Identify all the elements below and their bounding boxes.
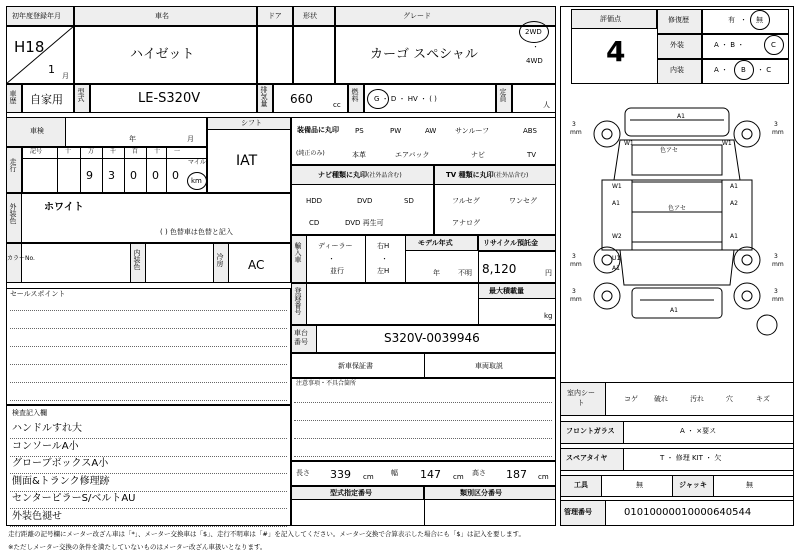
svg-text:A1: A1 bbox=[612, 265, 620, 272]
inspection-note-3: 側面&トランク修理跡 bbox=[12, 475, 110, 487]
max-load-label: 最大積載量 bbox=[489, 287, 524, 295]
sales-line-6 bbox=[10, 400, 287, 401]
width-value: 147 bbox=[420, 468, 441, 481]
drive-2wd: 2WD bbox=[525, 28, 542, 36]
sales-line-3 bbox=[10, 346, 287, 347]
tv-label-sub: (社外品含む) bbox=[493, 172, 529, 179]
mileage-digit-5: 0 bbox=[172, 169, 179, 182]
inspection-note-line-5 bbox=[10, 526, 287, 527]
score-value: 4 bbox=[606, 35, 626, 68]
notes-line-4 bbox=[294, 456, 552, 457]
car-damage-map bbox=[560, 90, 794, 378]
import-right-h: 右H bbox=[377, 242, 390, 250]
exterior-selected: C bbox=[771, 41, 776, 49]
mileage-header-2: 万 bbox=[88, 148, 95, 155]
length-unit: cm bbox=[363, 473, 374, 481]
first-reg-year: H18 bbox=[14, 38, 45, 56]
svg-text:mm: mm bbox=[772, 129, 784, 136]
tv-label bbox=[446, 172, 528, 179]
repair-dot: ・ bbox=[740, 16, 747, 24]
exterior-options: A ・ B ・ bbox=[714, 41, 745, 49]
mileage-col-5 bbox=[146, 147, 147, 193]
equipment-label-sub: (純正のみ) bbox=[296, 150, 325, 157]
svg-text:3: 3 bbox=[774, 253, 778, 260]
equip-item2-2: ナビ bbox=[471, 151, 485, 159]
chassis-label: 車台番号 bbox=[294, 329, 308, 347]
svg-text:3: 3 bbox=[774, 121, 778, 128]
car-name: ハイゼット bbox=[130, 47, 195, 62]
svg-text:W1: W1 bbox=[624, 140, 634, 147]
equip-item-2: AW bbox=[425, 127, 437, 135]
equip-item-3: サンルーフ bbox=[455, 127, 490, 135]
mileage-col-3 bbox=[102, 147, 103, 193]
equipment-label: 装備品に丸印 bbox=[297, 126, 339, 134]
repair-no: 無 bbox=[756, 16, 763, 24]
inspection-note-1: コンソールA小 bbox=[12, 440, 79, 452]
svg-text:mm: mm bbox=[772, 261, 784, 268]
svg-text:mm: mm bbox=[772, 296, 784, 303]
usage-label: 車歴 bbox=[9, 90, 17, 104]
mileage-header-6: 一 bbox=[174, 148, 181, 155]
svg-text:mm: mm bbox=[570, 296, 582, 303]
capacity-unit: 人 bbox=[543, 101, 550, 109]
mileage-digit-3: 0 bbox=[130, 169, 137, 182]
equip-item-1: PW bbox=[390, 127, 402, 135]
width-label: 幅 bbox=[391, 469, 398, 477]
svg-text:mm: mm bbox=[570, 129, 582, 136]
svg-text:色アセ: 色アセ bbox=[668, 205, 686, 212]
inspection-note-line-4 bbox=[10, 508, 287, 509]
sales-line-4 bbox=[10, 364, 287, 365]
warranty-divider bbox=[424, 353, 425, 378]
mileage-header-1: 十 bbox=[65, 148, 72, 155]
color-no-label: カラーNo. bbox=[7, 255, 35, 262]
svg-text:A1: A1 bbox=[730, 233, 738, 240]
interior-sheet-item-1: 破れ bbox=[654, 395, 668, 403]
displacement-unit: cc bbox=[333, 101, 341, 109]
map-a1-top: A1 bbox=[677, 113, 685, 120]
svg-text:A2: A2 bbox=[730, 200, 738, 207]
notes-line-2 bbox=[294, 420, 552, 421]
fuel-options: G ・ D ・ HV ・ ( ) bbox=[374, 95, 437, 103]
repair-label: 修復歴 bbox=[668, 16, 689, 24]
inspection-year-unit: 年 bbox=[129, 135, 136, 143]
navi-item2-1: DVD 再生可 bbox=[345, 219, 384, 227]
model-value: LE-S320V bbox=[138, 91, 201, 106]
footer-line-2: ※ただしメーター交換の条件を満たしていないものはメーター改ざん車扱いとなります。 bbox=[8, 543, 267, 551]
interior-opt-a: A ・ bbox=[714, 66, 729, 74]
height-value: 187 bbox=[506, 468, 527, 481]
footer-line-1: 走行距離の記号欄にメーター改ざん車は「*」、メーター交換車は「$」、走行不明車は「#」を記入してください。メーター交換で合算表示した場合にも「$」は記入を要します。 bbox=[8, 530, 525, 538]
displacement-value: 660 bbox=[290, 92, 313, 106]
interior-selected: B bbox=[741, 66, 746, 74]
mileage-header-4: 百 bbox=[132, 148, 139, 155]
svg-text:3: 3 bbox=[572, 121, 576, 128]
import-dealer-dot: ・ bbox=[328, 255, 335, 263]
sales-line-2 bbox=[10, 328, 287, 329]
first-reg-month: 1 bbox=[48, 63, 55, 76]
jack-label: ジャッキ bbox=[679, 481, 707, 489]
svg-text:3: 3 bbox=[572, 253, 576, 260]
import-left-h: 左H bbox=[377, 267, 390, 275]
model-year-label: モデル年式 bbox=[418, 239, 453, 247]
color-no-label-cell bbox=[6, 243, 22, 283]
import-parallel: 並行 bbox=[330, 267, 344, 275]
warranty-new-car: 新車保証書 bbox=[338, 362, 373, 370]
svg-text:W1: W1 bbox=[722, 140, 732, 147]
inspection-note-line-3 bbox=[10, 491, 287, 492]
svg-text:3: 3 bbox=[572, 288, 576, 295]
ac-label: 冷房 bbox=[216, 253, 224, 267]
spare-options: T ・ 修理 KIT ・ 欠 bbox=[660, 454, 722, 462]
reg-no-label: 登録番号 bbox=[294, 287, 302, 315]
import-dealer: ディーラー bbox=[318, 242, 353, 250]
equip-item2-3: TV bbox=[527, 151, 537, 159]
windshield-options: A ・ ×要ス bbox=[680, 427, 717, 435]
shape-cell bbox=[293, 26, 335, 84]
mileage-col-4 bbox=[124, 147, 125, 193]
svg-text:mm: mm bbox=[570, 261, 582, 268]
navi-label-sub: (社外品含む) bbox=[367, 172, 402, 179]
inspection-note-line-1 bbox=[10, 456, 287, 457]
grade-value: カーゴ スペシャル bbox=[370, 47, 478, 62]
color-note: ( ) 色替車は色替と記入 bbox=[160, 228, 233, 236]
mileage-digit-4: 0 bbox=[152, 169, 159, 182]
recycle-unit: 円 bbox=[545, 269, 552, 277]
jack-value: 無 bbox=[746, 481, 753, 489]
notes-label: 注意事項・不具合箇所 bbox=[296, 380, 357, 387]
navi-label-main: ナビ種類に丸印 bbox=[318, 171, 367, 179]
score-label: 評価点 bbox=[600, 15, 621, 23]
drive-dot: ・ bbox=[532, 43, 539, 51]
mileage-label: 走行 bbox=[9, 158, 17, 172]
navi-label bbox=[318, 172, 402, 179]
svg-text:A1: A1 bbox=[612, 200, 620, 207]
svg-text:W2: W2 bbox=[612, 233, 622, 240]
interior-sheet-item-3: 穴 bbox=[726, 395, 733, 403]
repair-yes: 有 bbox=[728, 16, 735, 24]
interior-sheet-item-0: コゲ bbox=[624, 395, 638, 403]
navi-item-2: SD bbox=[404, 197, 414, 205]
inspection-label: 車検 bbox=[30, 127, 44, 135]
mileage-col-6 bbox=[166, 147, 167, 193]
tv-item-0: フルセグ bbox=[452, 197, 480, 205]
tools-value: 無 bbox=[636, 481, 643, 489]
fuel-label: 燃料 bbox=[351, 88, 359, 102]
svg-text:3: 3 bbox=[774, 288, 778, 295]
color-value: ホワイト bbox=[44, 202, 84, 213]
tv-item2-0: アナログ bbox=[452, 219, 480, 227]
import-divider bbox=[365, 235, 366, 283]
shift-value: IAT bbox=[236, 153, 258, 169]
shift-label: シフト bbox=[241, 119, 262, 127]
spare-label: スペアタイヤ bbox=[566, 454, 608, 462]
equip-item2-1: エアバック bbox=[395, 151, 430, 159]
length-label: 長さ bbox=[296, 469, 310, 477]
interior-label: 内装 bbox=[670, 66, 684, 74]
interior-sheet-label: 室内シート bbox=[567, 389, 595, 407]
sales-point-label: セールスポイント bbox=[10, 290, 66, 298]
windshield-label: フロントガラス bbox=[566, 427, 615, 435]
svg-text:A1: A1 bbox=[730, 183, 738, 190]
inspection-note-0: ハンドルすれ大 bbox=[12, 423, 82, 434]
color-label: 外装色 bbox=[9, 203, 17, 224]
model-year-value: 不明 bbox=[458, 269, 472, 277]
recycle-value: 8,120 bbox=[482, 262, 517, 276]
inspection-note-4: センターピラーS/ベルトAU bbox=[12, 493, 136, 504]
mgmt-label: 管理番号 bbox=[564, 508, 592, 516]
tv-item-1: ワンセグ bbox=[509, 197, 537, 205]
max-load-unit: kg bbox=[544, 312, 553, 320]
model-year-unit: 年 bbox=[433, 269, 440, 277]
inspection-notes-label: 検査記入欄 bbox=[12, 409, 47, 417]
first-reg-month-unit: 月 bbox=[62, 72, 69, 80]
svg-text:A1: A1 bbox=[670, 307, 678, 314]
warranty-manual: 車両取説 bbox=[475, 362, 503, 370]
recycle-label: リサイクル預託金 bbox=[483, 239, 539, 247]
door-label: ドア bbox=[268, 12, 282, 20]
first-reg-label: 初年度登録年月 bbox=[12, 12, 61, 20]
svg-text:色アセ: 色アセ bbox=[660, 147, 678, 154]
sales-line-1 bbox=[10, 310, 287, 311]
type-spec-divider bbox=[424, 486, 425, 526]
km-label: km bbox=[191, 177, 202, 185]
inspection-note-5: 外装色褪せ bbox=[12, 510, 62, 522]
svg-text:U1: U1 bbox=[612, 255, 621, 262]
equip-item2-0: 本革 bbox=[352, 151, 366, 159]
grade-label: グレード bbox=[403, 12, 431, 20]
mileage-col-2 bbox=[80, 147, 81, 193]
import-label: 輸入車 bbox=[294, 242, 302, 263]
tools-label: 工具 bbox=[574, 481, 588, 489]
interior-sheet-item-4: キズ bbox=[756, 395, 770, 403]
shape-label: 形状 bbox=[303, 12, 317, 20]
width-unit: cm bbox=[453, 473, 464, 481]
type-no-label: 型式指定番号 bbox=[330, 489, 372, 497]
drive-4wd: 4WD bbox=[526, 57, 543, 65]
svg-text:W1: W1 bbox=[612, 183, 622, 190]
displacement-label: 排気量 bbox=[260, 86, 268, 107]
notes-line-3 bbox=[294, 438, 552, 439]
capacity-label: 定員 bbox=[499, 88, 507, 102]
interior-sheet-item-2: 汚れ bbox=[690, 395, 704, 403]
mileage-digit-2: 3 bbox=[108, 169, 115, 182]
usage-value: 自家用 bbox=[30, 93, 63, 106]
interior-color-label: 内装色 bbox=[133, 249, 141, 270]
import-right-dot: ・ bbox=[381, 255, 388, 263]
mileage-header-5: 十 bbox=[154, 148, 161, 155]
model-label: 型式 bbox=[77, 88, 85, 102]
height-label: 高さ bbox=[472, 469, 486, 477]
sales-line-5 bbox=[10, 382, 287, 383]
navi-item-1: DVD bbox=[357, 197, 373, 205]
inspection-note-line-0 bbox=[10, 438, 287, 439]
equip-item-4: ABS bbox=[523, 127, 537, 135]
inspection-month-unit: 月 bbox=[187, 135, 194, 143]
inspection-note-line-2 bbox=[10, 473, 287, 474]
notes-line-1 bbox=[294, 402, 552, 403]
color-cell bbox=[6, 193, 291, 243]
exterior-label: 外装 bbox=[670, 41, 684, 49]
tv-label-main: TV 種類に丸印 bbox=[446, 171, 494, 179]
ac-value: AC bbox=[248, 258, 265, 272]
equip-item-0: PS bbox=[355, 127, 364, 135]
class-no-label: 類別区分番号 bbox=[460, 489, 502, 497]
mileage-header-3: 千 bbox=[110, 148, 117, 155]
chassis-value: S320V-0039946 bbox=[384, 331, 480, 345]
mileage-digit-1: 9 bbox=[86, 169, 93, 182]
interior-opt-c: ・ C bbox=[757, 66, 772, 74]
door-cell bbox=[257, 26, 293, 84]
height-unit: cm bbox=[538, 473, 549, 481]
navi-item2-0: CD bbox=[309, 219, 320, 227]
mileage-header-0: 記号 bbox=[30, 148, 43, 155]
length-value: 339 bbox=[330, 468, 351, 481]
mile-label: マイル bbox=[188, 159, 206, 166]
inspection-note-2: グローブボックスA小 bbox=[12, 458, 109, 469]
mileage-col-1 bbox=[57, 147, 58, 193]
navi-item-0: HDD bbox=[306, 197, 323, 205]
car-name-label: 車名 bbox=[155, 12, 169, 20]
mgmt-value: 01010000010000640544 bbox=[624, 507, 752, 518]
